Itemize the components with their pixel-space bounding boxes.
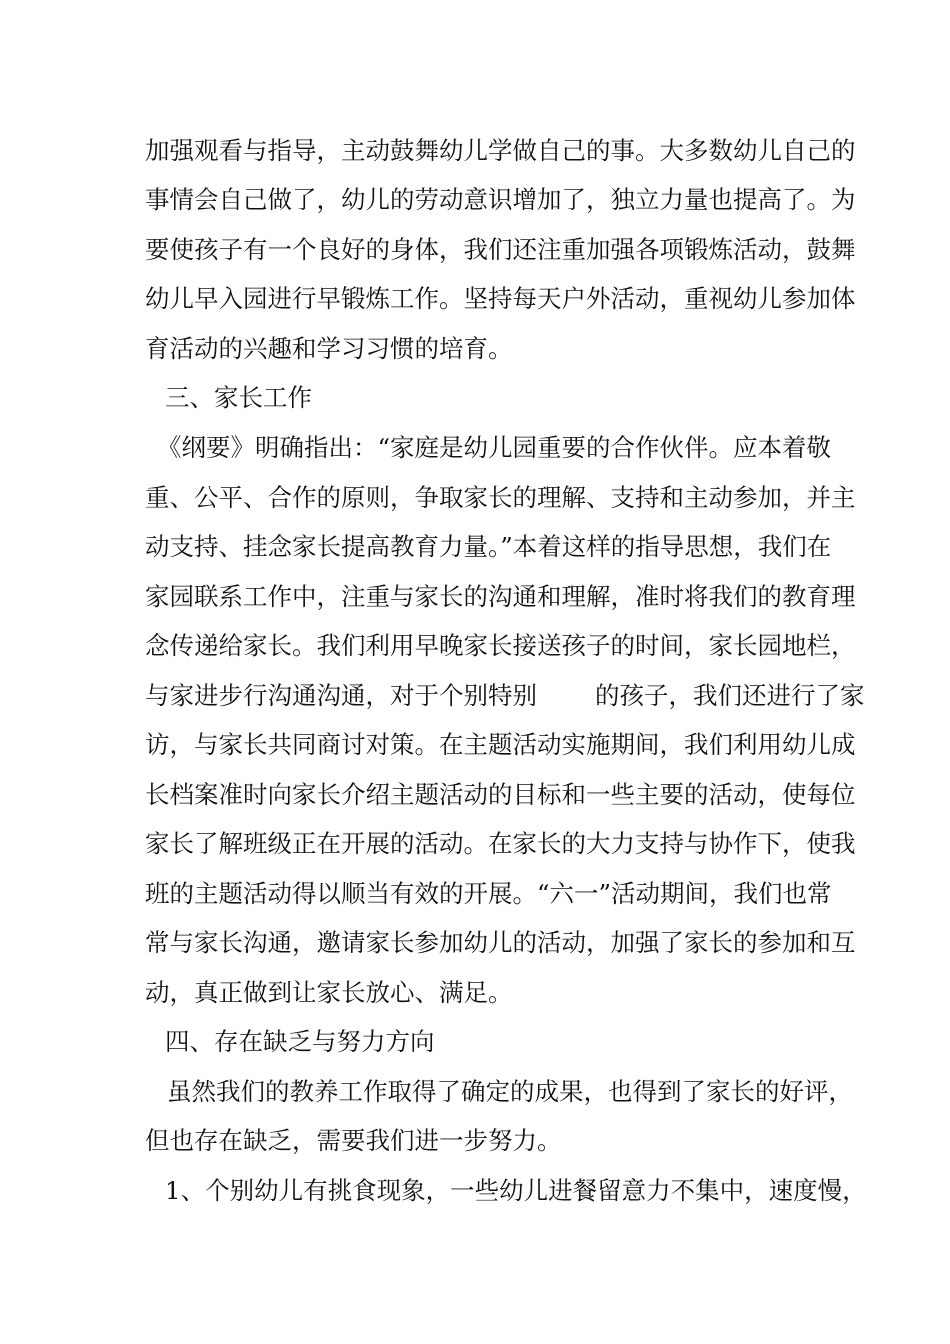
paragraph-line: 虽然我们的教养工作取得了确定的成果，也得到了家长的好评， (167, 1077, 853, 1106)
paragraph-line: 《纲要》明确指出：“家庭是幼儿园重要的合作伙伴。应本着敬 (157, 433, 832, 462)
paragraph-line: 家长了解班级正在开展的活动。在家长的大力支持与协作下，使我 (145, 829, 856, 858)
paragraph-line-split (145, 676, 865, 716)
paragraph-line: 育活动的兴趣和学习习惯的培育。 (145, 334, 513, 363)
paragraph-line: 动，真正做到让家长放心、满足。 (145, 978, 513, 1007)
paragraph-line: 常与家长沟通，邀请家长参加幼儿的活动，加强了家长的参加和互 (145, 928, 856, 957)
paragraph-line: 长档案准时向家长介绍主题活动的目标和一些主要的活动，使每位 (145, 780, 856, 809)
paragraph-line: 念传递给家长。我们利用早晚家长接送孩子的时间，家长园地栏， (145, 631, 856, 660)
paragraph-line: 要使孩子有一个良好的身体，我们还注重加强各项锻炼活动，鼓舞 (145, 235, 856, 264)
paragraph-line-part: 与家进步行沟通沟通，对于个别特别 (145, 681, 537, 710)
paragraph-line: 访，与家长共同商讨对策。在主题活动实施期间，我们利用幼儿成 (145, 730, 856, 759)
paragraph-line: 重、公平、合作的原则，争取家长的理解、支持和主动参加，并主 (145, 483, 856, 512)
paragraph-line: 动支持、挂念家长提高教育力量。”本着这样的指导思想，我们在 (145, 532, 832, 561)
paragraph-line: 1、个别幼儿有挑食现象，一些幼儿进餐留意力不集中，速度慢， (165, 1176, 867, 1205)
paragraph-line: 事情会自己做了，幼儿的劳动意识增加了，独立力量也提高了。为 (145, 185, 856, 214)
paragraph-line: 但也存在缺乏，需要我们进一步努力。 (145, 1126, 562, 1155)
paragraph-line: 加强观看与指导，主动鼓舞幼儿学做自己的事。大多数幼儿自己的 (145, 136, 856, 165)
paragraph-line: 家园联系工作中，注重与家长的沟通和理解，准时将我们的教育理 (145, 582, 856, 611)
paragraph-line-part: 的孩子，我们还进行了家 (595, 681, 865, 710)
paragraph-line: 幼儿早入园进行早锻炼工作。坚持每天户外活动，重视幼儿参加体 (145, 284, 856, 313)
section-heading: 四、存在缺乏与努力方向 (165, 1027, 435, 1056)
paragraph-line: 班的主题活动得以顺当有效的开展。“六一”活动期间，我们也常 (145, 879, 832, 908)
section-heading: 三、家长工作 (165, 383, 312, 412)
